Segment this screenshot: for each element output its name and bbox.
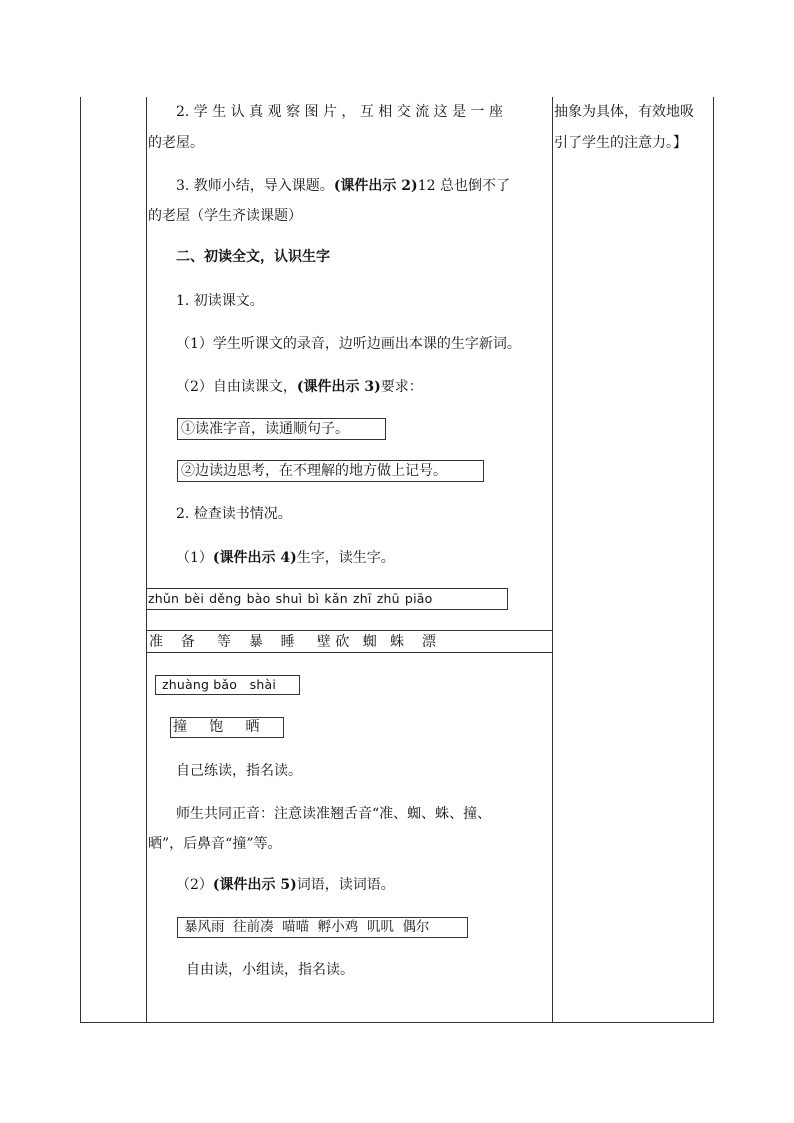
free-reading: 自由读，小组读，指名读。: [186, 962, 354, 978]
design-note-line1: 抽象为具体，有效地吸: [554, 104, 694, 120]
step-2-2: [176, 876, 395, 894]
table-left-border: [80, 97, 81, 1023]
step-1-2-suffix: 要求：: [380, 379, 423, 395]
pinyin-box-row2: zhuàng bǎo shài: [155, 675, 300, 695]
table-right-border: [713, 97, 714, 1023]
summary-title: 12 总也倒不了: [417, 178, 510, 194]
paragraph-observe-line1: 2. 学 生 认 真 观 察 图 片 ， 互 相 交 流 这 是 一 座: [176, 104, 504, 120]
step-2-1-text: 生字，读生字。: [296, 550, 395, 566]
step-2-1-prefix: （1）: [176, 550, 213, 566]
words-box: 暴风雨 往前凑 喵喵 孵小鸡 叽叽 偶尔: [177, 917, 468, 938]
step-1-2: [176, 378, 423, 396]
courseware-ref-3: (课件出示 3): [296, 379, 381, 395]
step-1-1: （1）学生听课文的录音，边听边画出本课的生字新词。: [176, 336, 521, 352]
summary-text: 3. 教师小结，导入课题。: [176, 178, 334, 194]
paragraph-observe-line2: 的老屋。: [148, 135, 204, 151]
table-col-divider-2: [552, 97, 553, 1023]
practice-reading: 自己练读，指名读。: [176, 763, 302, 779]
correction-line2: 晒”，后鼻音“撞”等。: [148, 836, 282, 852]
correction-line1: 师生共同正音：注意读准翘舌音“准、蜘、蛛、撞、: [176, 806, 492, 822]
courseware-ref-2: (课件出示 2): [333, 178, 418, 194]
design-note-line2: 引了学生的注意力。】: [554, 135, 687, 151]
section-heading-2: 二、初读全文，认识生字: [176, 249, 330, 265]
table-bottom-border: [80, 1022, 714, 1023]
chars-row1-top-line: [146, 630, 553, 631]
step-2-2-text: 词语，读词语。: [296, 877, 395, 893]
step-1: 1. 初读课文。: [176, 293, 264, 309]
chars-row1: 准 备 等 暴 睡 壁 砍 蜘 蛛 漂: [149, 634, 436, 650]
step-1-2-text: （2）自由读课文，: [176, 379, 297, 395]
paragraph-summary-line2: 的老屋（学生齐读课题）: [148, 208, 302, 224]
requirement-box-2: ②边读边思考，在不理解的地方做上记号。: [177, 460, 484, 482]
pinyin-box-row1: zhǔn bèi děng bào shuì bì kǎn zhī zhū piāo: [146, 588, 508, 610]
step-2: 2. 检查读书情况。: [176, 506, 292, 522]
step-2-1: [176, 549, 395, 567]
step-2-2-prefix: （2）: [176, 877, 213, 893]
table-col-divider-1: [146, 97, 147, 1023]
courseware-ref-5: (课件出示 5): [212, 877, 297, 893]
chars-box-row2: 撞 饱 晒: [170, 717, 284, 738]
chars-row1-bottom-line: [146, 652, 553, 653]
requirement-box-1: ①读准字音，读通顺句子。: [177, 418, 386, 440]
courseware-ref-4: (课件出示 4): [212, 550, 297, 566]
paragraph-summary-line1: [176, 177, 510, 195]
